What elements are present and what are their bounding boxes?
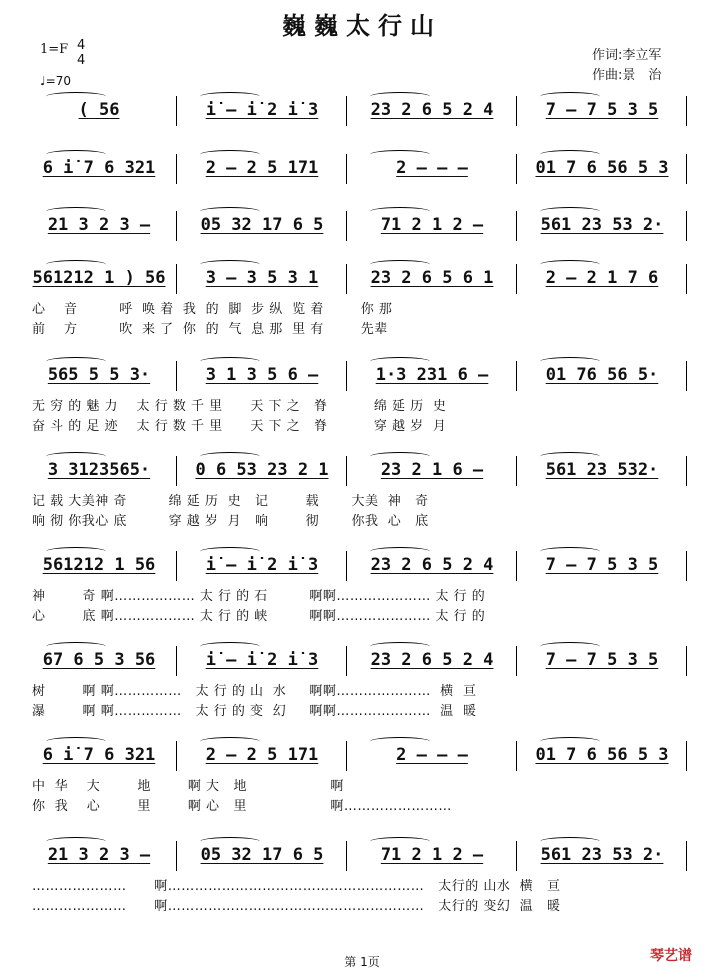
measure <box>350 215 514 235</box>
measure <box>180 268 344 288</box>
tie-arc <box>46 547 106 556</box>
barline <box>346 646 347 676</box>
tie-arc <box>540 357 600 366</box>
barline <box>686 154 687 184</box>
measure <box>350 845 514 865</box>
measure-notes: 3 1 3 5 6 — <box>205 365 319 385</box>
measure-notes: 2 — 2 5 171 <box>205 745 319 765</box>
measure-notes: 2 — — — <box>396 158 468 178</box>
measure-notes: 01 76 56 5· <box>545 365 659 385</box>
measure-notes: 01 7 6 56 5 3 <box>535 158 669 178</box>
lyrics-verse-1: 树 啊 啊…………… 太 行 的 山 水 啊啊………………… 横 亘 <box>32 684 477 699</box>
measure-notes: 21 3 2 3 — <box>47 845 151 865</box>
tie-arc <box>540 92 600 101</box>
measure-notes: 561 23 53 2· <box>540 845 664 865</box>
lyrics-verse-2: 心 底 啊……………… 太 行 的 峡 啊啊………………… 太 行 的 <box>32 609 486 624</box>
barline <box>686 456 687 486</box>
notes-line <box>26 745 698 767</box>
measure-notes: 21 3 2 3 — <box>47 215 151 235</box>
measure-notes: 2 — 2 5 171 <box>205 158 319 178</box>
barline <box>176 361 177 391</box>
lyrics-verse-2: 你 我 心 里 啊 心 里 啊…………………… <box>32 799 452 814</box>
barline <box>516 456 517 486</box>
barline <box>176 264 177 294</box>
barline <box>176 154 177 184</box>
measure <box>180 158 344 178</box>
lyricist-credit: 作词:李立军 <box>592 48 662 63</box>
measure <box>350 268 514 288</box>
barline <box>516 646 517 676</box>
barline <box>516 841 517 871</box>
measure-notes: ( 56 <box>78 100 120 120</box>
barline <box>686 841 687 871</box>
measure-notes: 2 — 2 1 7 6 <box>545 268 659 288</box>
tie-arc <box>46 260 106 269</box>
measure-notes: 7 — 7 5 3 5 <box>545 650 659 670</box>
tie-arc <box>540 207 600 216</box>
measure <box>520 745 684 765</box>
barline <box>516 211 517 241</box>
tie-arc <box>46 452 106 461</box>
measure <box>180 460 344 480</box>
measure <box>26 745 172 765</box>
barline <box>346 211 347 241</box>
tie-arc <box>200 642 260 651</box>
measure-notes: i̇ — i̇ 2 i̇ 3 <box>205 555 319 575</box>
tie-arc <box>200 357 260 366</box>
measure-notes: 2 — — — <box>396 745 468 765</box>
notes-line <box>26 215 698 237</box>
measure-notes: 23 2 6 5 2 4 <box>370 100 494 120</box>
measure <box>350 745 514 765</box>
tie-arc <box>370 207 430 216</box>
tie-arc <box>540 642 600 651</box>
tie-arc <box>46 92 106 101</box>
measure <box>26 215 172 235</box>
barline <box>176 96 177 126</box>
measure <box>26 365 172 385</box>
barline <box>176 841 177 871</box>
measure-notes: 3 3123565· <box>47 460 151 480</box>
measure <box>180 365 344 385</box>
tie-arc <box>540 547 600 556</box>
measure <box>26 100 172 120</box>
measure-notes: 7 — 7 5 3 5 <box>545 100 659 120</box>
tie-arc <box>540 260 600 269</box>
time-numerator: 4 <box>77 38 86 53</box>
measure-notes: i̇ — i̇ 2 i̇ 3 <box>205 100 319 120</box>
notes-line <box>26 158 698 180</box>
tie-arc <box>370 837 430 846</box>
measure <box>350 555 514 575</box>
measure <box>520 555 684 575</box>
tie-arc <box>200 150 260 159</box>
tie-arc <box>200 837 260 846</box>
measure <box>350 365 514 385</box>
barline <box>176 646 177 676</box>
barline <box>516 361 517 391</box>
measure-notes: 01 7 6 56 5 3 <box>535 745 669 765</box>
lyrics-verse-1: 神 奇 啊……………… 太 行 的 石 啊啊………………… 太 行 的 <box>32 589 486 604</box>
measure <box>26 650 172 670</box>
tie-arc <box>46 737 106 746</box>
tie-arc <box>46 837 106 846</box>
barline <box>686 741 687 771</box>
measure <box>180 555 344 575</box>
barline <box>346 551 347 581</box>
notes-line <box>26 268 698 290</box>
lyrics-verse-2: ………………… 啊………………………………………………… 太行的 变幻 温 暖 <box>32 899 561 914</box>
measure-notes: 67 6 5 3 56 <box>42 650 156 670</box>
barline <box>516 551 517 581</box>
tie-arc <box>200 92 260 101</box>
measure-notes: 05 32 17 6 5 <box>200 215 324 235</box>
tie-arc <box>46 150 106 159</box>
measure-notes: 05 32 17 6 5 <box>200 845 324 865</box>
barline <box>176 456 177 486</box>
tie-arc <box>46 357 106 366</box>
lyrics-verse-1: 记 载 大美神 奇 绵 延 历 史 记 载 大美 神 奇 <box>32 494 429 509</box>
tie-arc <box>540 837 600 846</box>
measure <box>26 268 172 288</box>
measure <box>350 650 514 670</box>
measure-notes: 71 2 1 2 — <box>380 845 484 865</box>
time-signature <box>77 38 85 68</box>
measure <box>520 650 684 670</box>
barline <box>346 264 347 294</box>
tie-arc <box>540 737 600 746</box>
tie-arc <box>370 737 430 746</box>
barline <box>346 741 347 771</box>
barline <box>686 211 687 241</box>
barline <box>686 264 687 294</box>
barline <box>686 361 687 391</box>
tie-arc <box>540 150 600 159</box>
tie-arc <box>46 642 106 651</box>
barline <box>176 211 177 241</box>
measure-notes: 565 5 5 3· <box>47 365 151 385</box>
tie-arc <box>46 207 106 216</box>
tie-arc <box>370 357 430 366</box>
barline <box>516 264 517 294</box>
measure-notes: 6 i̇ 7 6 321 <box>42 158 156 178</box>
measure <box>180 100 344 120</box>
measure <box>520 100 684 120</box>
notes-line <box>26 460 698 482</box>
site-logo: 琴艺谱 <box>650 948 692 964</box>
tie-arc <box>200 260 260 269</box>
measure <box>350 100 514 120</box>
measure <box>26 845 172 865</box>
composer-credit: 作曲:景 治 <box>592 68 662 83</box>
lyrics-verse-2: 奋 斗 的 足 迹 太 行 数 千 里 天 下 之 脊 穿 越 岁 月 <box>32 419 447 434</box>
barline <box>346 154 347 184</box>
measure-notes: 6 i̇ 7 6 321 <box>42 745 156 765</box>
measure-notes: 561212 1 56 <box>42 555 156 575</box>
lyrics-verse-1: 无 穷 的 魅 力 太 行 数 千 里 天 下 之 脊 绵 延 历 史 <box>32 399 447 414</box>
notes-line <box>26 100 698 122</box>
lyrics-verse-1: 中 华 大 地 啊 大 地 啊 <box>32 779 344 794</box>
measure <box>180 215 344 235</box>
lyrics-verse-1: 心 音 呼 唤 着 我 的 脚 步 纵 览 着 你 那 <box>32 302 393 317</box>
tie-arc <box>370 150 430 159</box>
song-title: 巍巍太行山 <box>282 12 442 40</box>
measure-notes: 1·3 231 6 — <box>375 365 489 385</box>
notes-line <box>26 650 698 672</box>
barline <box>346 96 347 126</box>
barline <box>516 741 517 771</box>
measure <box>26 158 172 178</box>
measure-notes: 71 2 1 2 — <box>380 215 484 235</box>
measure <box>520 845 684 865</box>
barline <box>686 646 687 676</box>
barline <box>176 741 177 771</box>
measure-notes: 3 — 3 5 3 1 <box>205 268 319 288</box>
barline <box>516 96 517 126</box>
notes-line <box>26 555 698 577</box>
measure <box>520 268 684 288</box>
measure <box>350 158 514 178</box>
key-signature: 1=F <box>40 42 69 57</box>
measure <box>520 215 684 235</box>
measure <box>180 745 344 765</box>
measure <box>350 460 514 480</box>
barline <box>346 841 347 871</box>
measure-notes: 7 — 7 5 3 5 <box>545 555 659 575</box>
tie-arc <box>200 737 260 746</box>
measure-notes: i̇ — i̇ 2 i̇ 3 <box>205 650 319 670</box>
notes-line <box>26 845 698 867</box>
measure <box>520 365 684 385</box>
time-denominator: 4 <box>77 53 86 68</box>
tie-arc <box>540 452 600 461</box>
measure-notes: 561212 1 ) 56 <box>32 268 166 288</box>
barline <box>686 96 687 126</box>
barline <box>176 551 177 581</box>
tie-arc <box>370 452 430 461</box>
tie-arc <box>200 547 260 556</box>
tie-arc <box>370 642 430 651</box>
tempo-marking: ♩=70 <box>40 74 71 88</box>
tie-arc <box>370 260 430 269</box>
lyrics-verse-2: 前 方 吹 来 了 你 的 气 息 那 里 有 先辈 <box>32 322 388 337</box>
lyrics-verse-2: 瀑 啊 啊…………… 太 行 的 变 幻 啊啊………………… 温 暖 <box>32 704 477 719</box>
lyrics-verse-2: 响 彻 你我心 底 穿 越 岁 月 响 彻 你我 心 底 <box>32 514 429 529</box>
measure <box>520 460 684 480</box>
measure <box>26 555 172 575</box>
measure <box>520 158 684 178</box>
measure-notes: 23 2 1 6 — <box>380 460 484 480</box>
barline <box>346 456 347 486</box>
page-number: 第 1页 <box>344 955 380 969</box>
measure-notes: 23 2 6 5 2 4 <box>370 555 494 575</box>
barline <box>346 361 347 391</box>
measure-notes: 561 23 53 2· <box>540 215 664 235</box>
tie-arc <box>200 207 260 216</box>
barline <box>686 551 687 581</box>
notes-line <box>26 365 698 387</box>
tie-arc <box>370 92 430 101</box>
barline <box>516 154 517 184</box>
measure <box>26 460 172 480</box>
tie-arc <box>370 547 430 556</box>
measure-notes: 23 2 6 5 6 1 <box>370 268 494 288</box>
lyrics-verse-1: ………………… 啊………………………………………………… 太行的 山水 横 亘 <box>32 879 561 894</box>
measure <box>180 845 344 865</box>
measure-notes: 0 6 53 23 2 1 <box>195 460 329 480</box>
measure-notes: 23 2 6 5 2 4 <box>370 650 494 670</box>
tie-arc <box>200 452 260 461</box>
measure-notes: 561 23 532· <box>545 460 659 480</box>
measure <box>180 650 344 670</box>
